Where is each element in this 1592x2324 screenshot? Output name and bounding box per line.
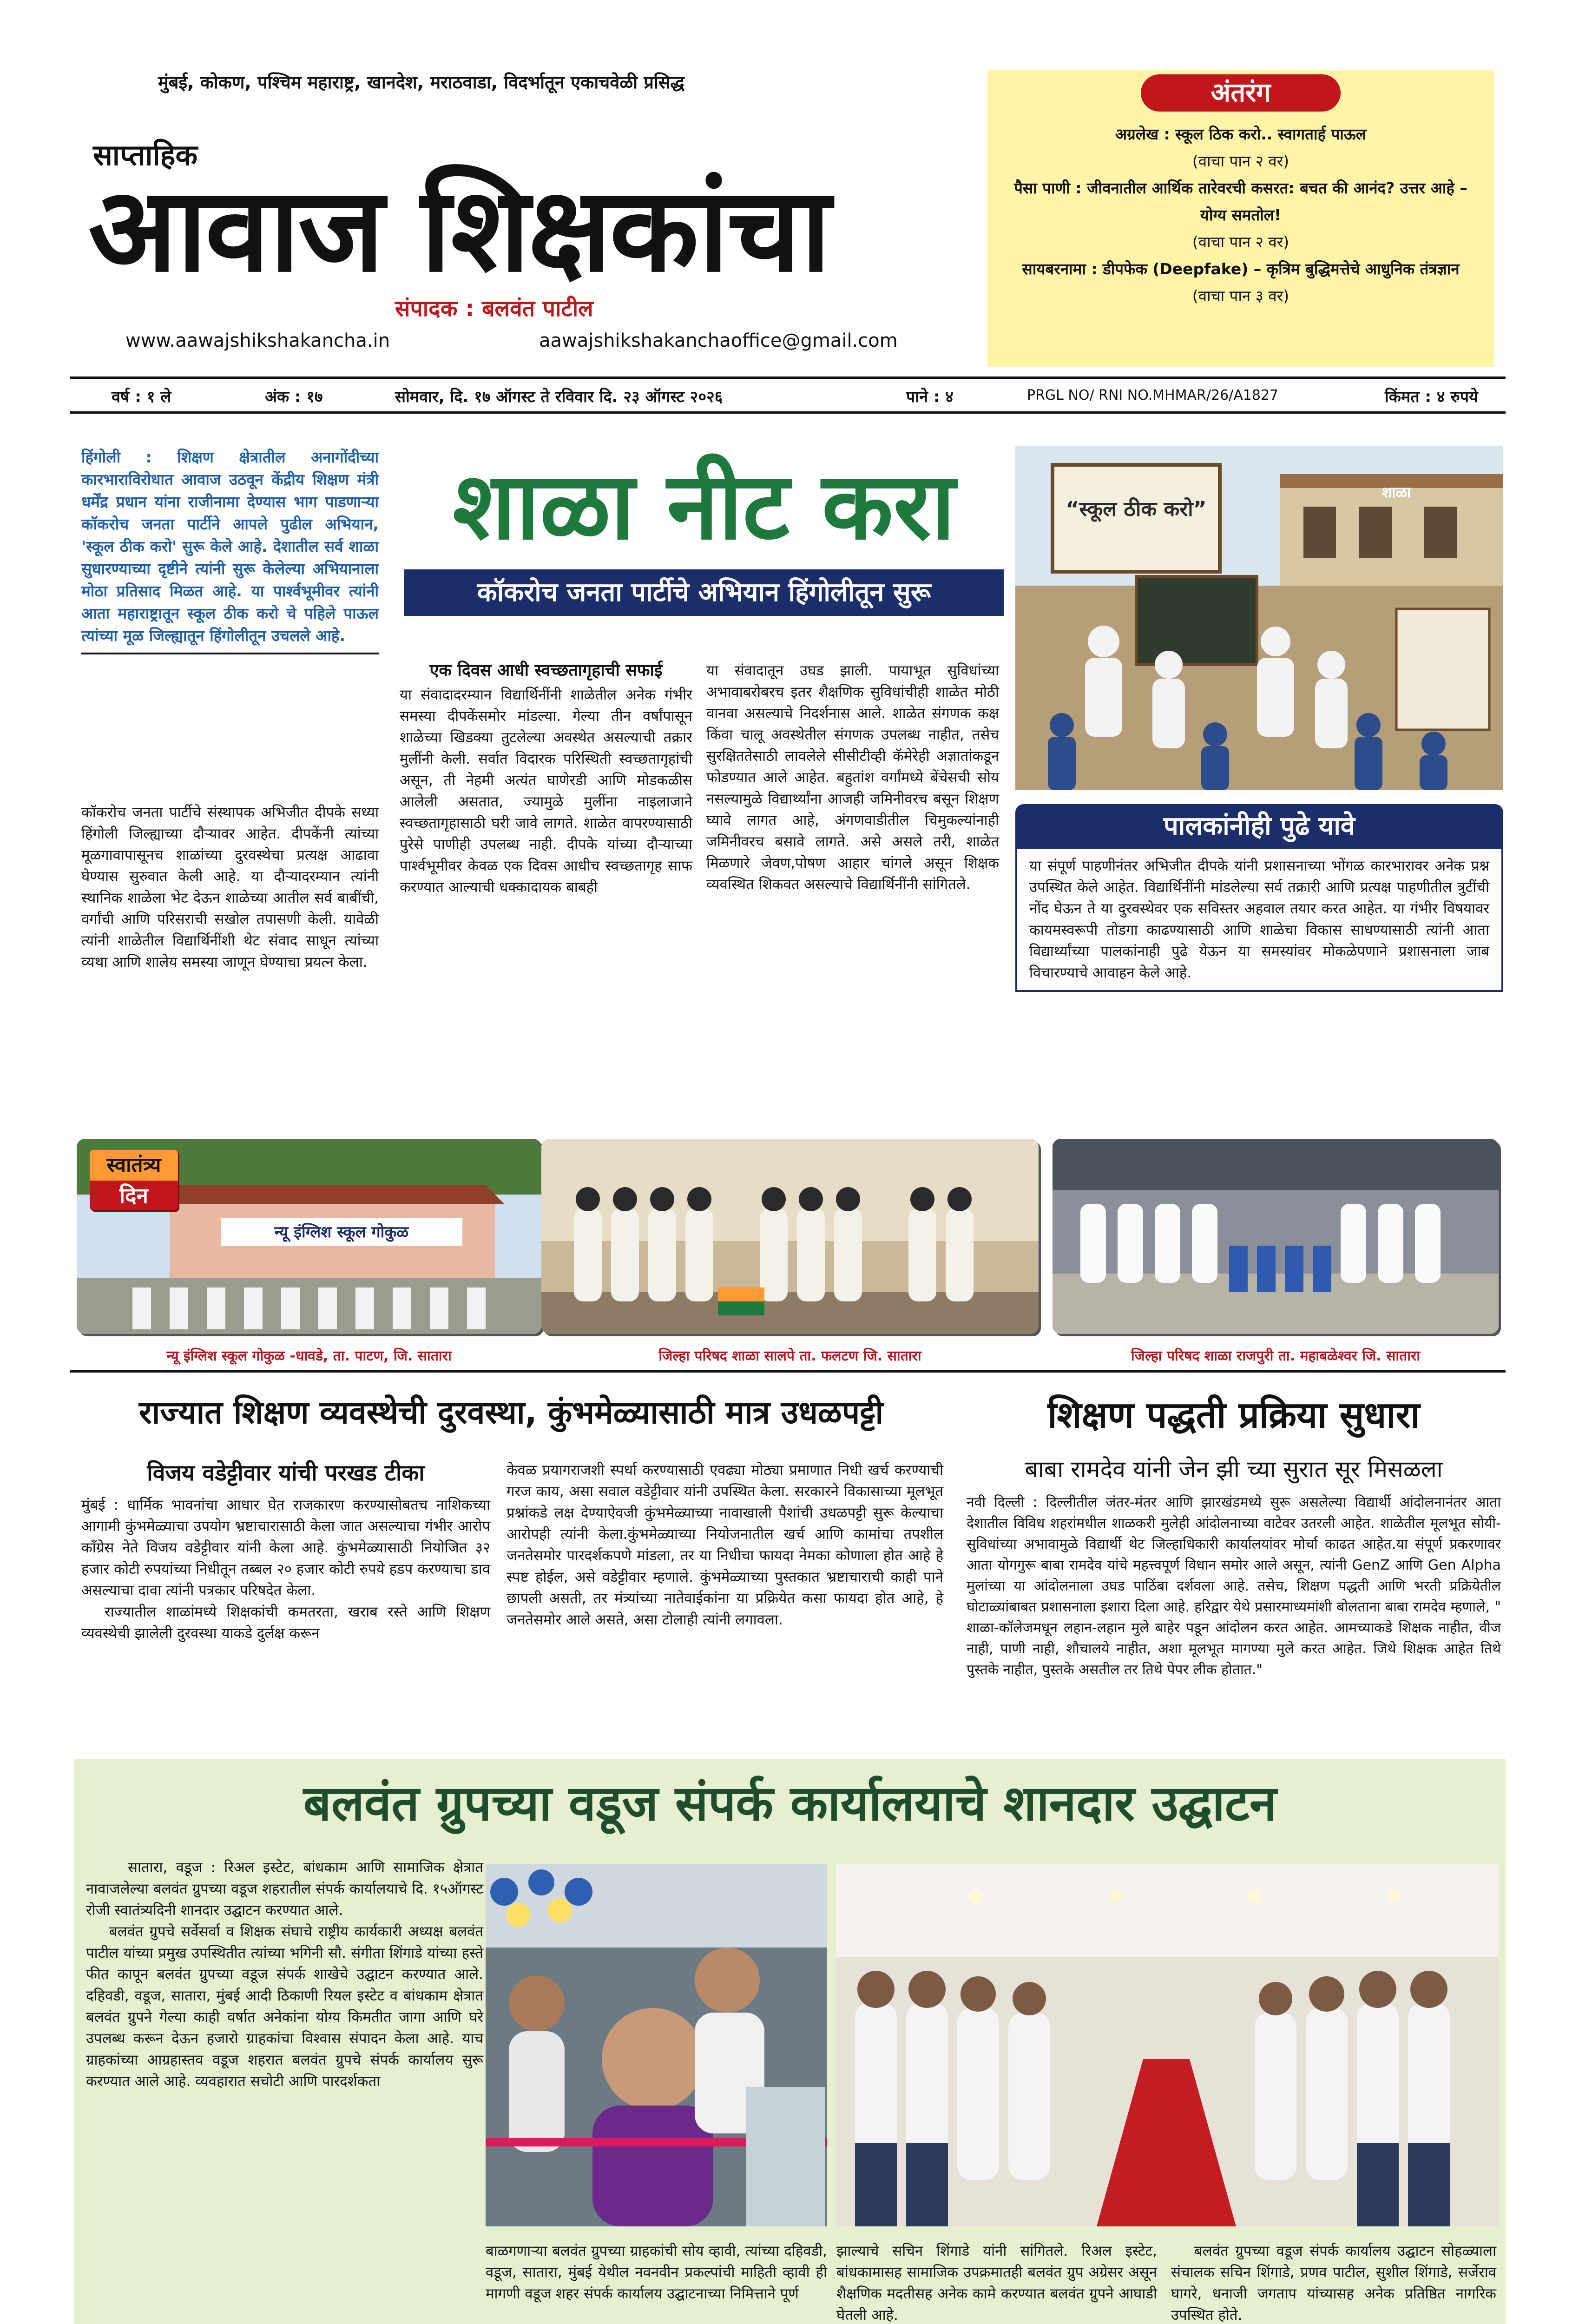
divider bbox=[70, 1370, 1506, 1373]
lead-col2-text: या संवादादरम्यान विद्यार्थिनींनी शाळेतील अनेक गंभीर समस्या दीपकेंसमोर मांडल्या. गेल्या तीन वर्षांपासून शाळेच्या खिडक्या तुटलेल्या अवस्थेत असल्याची तक्रार मुलींनी केली. सर्वात विदारक परिस्थिती स्वच्छतागृहांची असून, ती नेहमी अत्यंत घाणेरडी आणि मोडकळीस आलेली असतात, ज्यामुळे मुलींना नाइलाजाने स्वच्छतागृहासाठी घरी जावे लागते. शाळेत वापरण्यासाठी पुरेसे पाणीही उपलब्ध नाही. दीपके यांच्या दौऱ्याच्या पार्श्वभूमीवर केवळ एक दिवस आधीच स्वच्छतागृह साफ करण्यात आल्याची धक्कादायक बाबही bbox=[400, 687, 692, 896]
antarang-item[interactable]: सायबरनामा : डीपफेक (Deepfake) – कृत्रिम बुद्धिमत्तेचे आधुनिक तंत्रज्ञान bbox=[1022, 260, 1460, 278]
masthead-website[interactable]: www.aawajshikshakancha.in bbox=[125, 330, 390, 351]
wadettiwar-col1 bbox=[81, 1494, 490, 1644]
antarang-heading: अंतरंग bbox=[1141, 74, 1341, 112]
balwant-left-text: सातारा, वडूज : रिअल इस्टेट, बांधकाम आणि सामाजिक क्षेत्रात नावाजलेल्या बलवंत ग्रुपच्या वडूज शहरातील संपर्क कार्यालयाचे दि. १५ऑगस्ट रोजी स्वातंत्र्यदिनी शानदार उद्घाटन करण्यात आले. bbox=[86, 1859, 483, 1919]
independence-day-badge bbox=[90, 1150, 178, 1210]
antarang-page: (वाचा पान २ वर) bbox=[1192, 233, 1289, 251]
ribbon-cutting-illustration bbox=[486, 1864, 827, 2226]
lead-col1: कॉकरोच जनता पार्टीचे संस्थापक अभिजीत दीपके सध्या हिंगोली जिल्ह्याच्या दौऱ्यावर आहेत. दीपकेंनी त्यांच्या मूळगावापासूनच शाळांच्या दुरवस्थेचा प्रत्यक्ष आढावा घेण्यास सुरुवात केली आहे. या दौऱ्यादरम्यान त्यांनी स्थानिक शाळेला भेट देऊन शाळेच्या आतील सर्व बाबींची, वर्गांची आणि परिसराची सखोल तपासणी केली. यावेळी त्यांनी शाळेतील विद्यार्थिनींशी थेट संवाद साधून त्यांच्या व्यथा आणि शालेय समस्या जाणून घेण्याचा प्रयत्न केला. bbox=[81, 804, 379, 971]
ramdev-sub: बाबा रामदेव यांनी जेन झी च्या सुरात सूर मिसळला bbox=[1025, 1456, 1443, 1483]
lead-intro: हिंगोली : शिक्षण क्षेत्रातील अनागोंदीच्या कारभाराविरोधात आवाज उठवून केंद्रीय शिक्षण मंत्री धर्मेंद्र प्रधान यांना राजीनामा देण्यास भाग पाडणाऱ्या कॉकरोच जनता पार्टीने आपले पुढील अभियान, 'स्कूल ठीक करो' सुरू केले आहे. देशातील सर्व शाळा सुधारण्याच्या दृष्टीने त्यांनी सुरू केलेल्या अभियानाला मोठा प्रतिसाद मिळत आहे. या पार्श्वभूमीवर त्यांनी आता महाराष्ट्रातून स्कूल ठीक करो चे पहिले पाऊल त्यांच्या मूळ जिल्ह्यातून हिंगोलीतून उचलले आहे. bbox=[81, 446, 379, 654]
masthead-weekly: साप्ताहिक bbox=[93, 138, 198, 172]
balwant-col3: झाल्याचे सचिन शिंगाडे यांनी सांगितले. रिअल इस्टेट, बांधकामासह सामाजिक उपक्रमातही बलवंत ग्रुप अग्रेसर असून शैक्षणिक मदतीसह अनेक कामे करण्यात बलवंत ग्रुपने आघाडी घेतली आहे. bbox=[836, 2243, 1157, 2324]
lead-photo-illustration bbox=[1015, 446, 1503, 790]
caption-2: जिल्हा परिषद शाळा सालपे ता. फलटण जि. सातारा bbox=[658, 1348, 921, 1364]
wadettiwar-headline: राज्यात शिक्षण व्यवस्थेची दुरवस्था, कुंभमेळ्यासाठी मात्र उधळपट्टी bbox=[138, 1394, 884, 1431]
balwant-left2-text: बलवंत ग्रुपचे सर्वेसर्वा व शिक्षक संघाचे राष्ट्रीय कार्यकारी अध्यक्ष बलवंत पाटील यांच्या प्रमुख उपस्थितीत त्यांच्या भगिनी सौ. संगीता शिंगाडे यांच्या हस्ते फीत कापून बलवंत ग्रुपच्या वडूज संपर्क शाखेचे उद्घाटन करण्यात आले. दहिवडी, वडूज, सातारा, मुंबई आदी ठिकाणी रियल इस्टेट व बांधकाम क्षेत्रात बलवंत ग्रुपने गेल्या काही वर्षात अनेकांना योग्य किमतीत जागा आणि घरे उपलब्ध करून देऊन हजारो ग्राहकांचा विश्वास संपादन केला आहे. याच ग्राहकांच्या आग्रहास्तव वडूज शहरात बलवंत ग्रुपचे संपर्क कार्यालय सुरू करण्यात आले आहे. व्यवहारात सचोटी आणि पारदर्शकता bbox=[86, 1923, 483, 2090]
parents-heading: पालकांनीही पुढे यावे bbox=[1015, 804, 1503, 849]
group-photo-illustration bbox=[541, 1139, 1039, 1334]
masthead-title: आवाज शिक्षकांचा bbox=[88, 162, 829, 297]
antarang-page: (वाचा पान ३ वर) bbox=[1192, 287, 1289, 305]
balwant-photo-ribbon bbox=[486, 1864, 827, 2226]
caption-1: न्यू इंग्लिश स्कूल गोकुळ -धावडे, ता. पाटण, जि. सातारा bbox=[166, 1348, 452, 1364]
group-office-illustration bbox=[836, 1864, 1499, 2226]
balwant-col4: बलवंत ग्रुपच्या वडूज संपर्क कार्यालय उद्घाटन सोहळ्याला संचालक सचिन शिंगाडे, प्रणव पाटील, सुशील शिंगाडे, सर्जेराव घागरे, धनाजी जगताप यांच्यासह अनेक प्रतिष्ठित नागरिक उपस्थित होते. bbox=[1171, 2243, 1496, 2324]
rajpuri-illustration bbox=[1053, 1139, 1499, 1334]
caption-3: जिल्हा परिषद शाळा राजपुरी ता. महाबळेश्वर जि. सातारा bbox=[1131, 1348, 1421, 1364]
dateline-year: वर्ष : १ ले bbox=[112, 388, 171, 406]
masthead-tagline: मुंबई, कोकण, पश्चिम महाराष्ट्र, खानदेश, मराठवाडा, विदर्भातून एकाचवेळी प्रसिद्ध bbox=[158, 72, 684, 92]
lead-col2 bbox=[400, 660, 692, 898]
ramdev-text: नवी दिल्ली : दिल्लीतील जंतर-मंतर आणि झारखंडमध्ये सुरू असलेल्या विद्यार्थी आंदोलनानंतर आता देशातील विविध शहरांमधील शाळकरी मुलेही आंदोलनाच्या वाटेवर उतरली आहेत. शाळेतील मूलभूत सोयी-सुविधांच्या अभावामुळे विद्यार्थी थेट जिल्हाधिकारी कार्यालयांवर मोर्चा काढत आहेत.या संपूर्ण प्रकरणावर आता योगगुरू बाबा रामदेव यांचे महत्त्वपूर्ण विधान समोर आले असून, त्यांनी GenZ आणि Gen Alpha मुलांच्या या आंदोलनाला उघड पाठिंबा दर्शवला आहे. तसेच, शिक्षण पद्धती आणि भरती प्रक्रियेतील घोटाळ्यांबाबत प्रशासनाला इशारा दिला आहे. हरिद्वार येथे प्रसारमाध्यमांशी बोलताना बाबा रामदेव म्हणाले, " शाळा-कॉलेजमधून लहान-लहान मुले बाहेर पडून आंदोलन करत आहेत. आमच्याकडे शिक्षक नाहीत, वीज नाही, पाणी नाही, शौचालये नाहीत, अशा मूलभूत मागण्या मुले करत आहेत. जिथे शिक्षक आहेत तिथे पुस्तके नाहीत, पुस्तके असतील तर तिथे पेपर लीक होतात." bbox=[967, 1494, 1501, 1678]
antarang-list bbox=[1001, 121, 1480, 310]
lead-col3: या संवादातून उघड झाली. पायाभूत सुविधांच्या अभावाबरोबरच इतर शैक्षणिक सुविधांचीही शाळेत मोठी वानवा असल्याचे निदर्शनास आले. शाळेत संगणक कक्ष किंवा चालू अवस्थेतील संगणक उपलब्ध नाहीत, तसेच सुरक्षिततेसाठी लावलेले सीसीटीव्ही कॅमेरेही अज्ञातांकडून फोडण्यात आले आहेत. बहुतांश वर्गांमध्ये बेंचेसची सोय नसल्यामुळे विद्यार्थ्यांना आजही जमिनीवरच बसून शिक्षण घ्यावे लागत आहे, अंगणवाडीतील चिमुकल्यांनाही जमिनीवरच बसावे लागते. असे असले तरी, शाळेत मिळणारे जेवण,पोषण आहार चांगले असून शिक्षक व्यवस्थित शिकवत असल्याचे विद्यार्थिनींनी सांगितले. bbox=[706, 662, 999, 893]
lead-photo bbox=[1015, 446, 1503, 790]
dateline-reg: PRGL NO/ RNI NO.MHMAR/26/A1827 bbox=[1027, 387, 1279, 403]
balwant-col2: बाळगणाऱ्या बलवंत ग्रुपच्या ग्राहकांची सोय व्हावी, त्यांच्या दहिवडी, वडूज, सातारा, मुंबई येथील नवनवीन प्रकल्पांची माहिती व्हावी ही मागणी वडूज शहर संपर्क कार्यालय उद्घाटनाच्या निमित्ताने पूर्ण bbox=[486, 2243, 827, 2302]
dateline-issue: अंक : १७ bbox=[265, 388, 323, 406]
antarang-page: (वाचा पान २ वर) bbox=[1192, 152, 1289, 170]
antarang-item[interactable]: पैसा पाणी : जीवनातील आर्थिक तारेवरची कसरत: बचत की आनंद? उत्तर आहे – योग्य समतोल! bbox=[1014, 179, 1467, 224]
lead-photo-sign: शाळा bbox=[1381, 483, 1411, 501]
independence-photo-3 bbox=[1053, 1139, 1499, 1334]
dateline-bar bbox=[70, 376, 1506, 414]
balwant-headline: बलवंत ग्रुपच्या वडूज संपर्क कार्यालयाचे शानदार उद्घाटन bbox=[303, 1775, 1277, 1832]
lead-col2-subheading: एक दिवस आधी स्वच्छतागृहाची सफाई bbox=[429, 661, 663, 680]
wadettiwar-col1-text: मुंबई : धार्मिक भावनांचा आधार घेत राजकारण करण्यासोबतच नाशिकच्या आगामी कुंभमेळ्याचा उपयोग भ्रष्टाचारासाठी केला जात असल्याचा गंभीर आरोप काँग्रेस नेते विजय वडेट्टीवार यांनी केला आहे. कुंभमेळ्यासाठी नियोजित ३२ हजार कोटी रुपयांच्या निधीतून तब्बल २० हजार कोटी रुपये हडप करण्याचा डाव असल्याचा दावा त्यांनी पत्रकार परिषदेत केला. bbox=[81, 1497, 490, 1599]
dateline-pages: पाने : ४ bbox=[906, 388, 954, 406]
dateline-price: किंमत : ४ रुपये bbox=[1385, 388, 1478, 406]
wadettiwar-sub: विजय वडेट्टीवार यांची परखड टीका bbox=[147, 1460, 425, 1486]
badge-line1: स्वातंत्र्य bbox=[90, 1150, 178, 1181]
badge-line2: दिन bbox=[119, 1183, 148, 1208]
lead-headline: शाळा नीट करा bbox=[453, 452, 955, 561]
school-board-text: न्यू इंग्लिश स्कूल गोकुळ bbox=[274, 1223, 409, 1241]
independence-photo-1 bbox=[77, 1139, 541, 1334]
balwant-photo-group bbox=[836, 1864, 1499, 2226]
wadettiwar-col2: केवळ प्रयागराजशी स्पर्धा करण्यासाठी एवढ्या मोठ्या प्रमाणात निधी खर्च करण्याची गरज काय, असा सवाल वडेट्टीवार यांनी उपस्थित केला. सरकारने विकासाच्या मूलभूत प्रश्नांकडे लक्ष देण्याऐवजी कुंभमेळ्याच्या नावाखाली पैशांची उधळपट्टी सुरू केल्याचा आरोपही त्यांनी केला.कुंभमेळ्याच्या नियोजनातील खर्च आणि कामांचा तपशील जनतेसमोर पारदर्शकपणे मांडला, तर या निधीचा फायदा नेमका कोणाला होत आहे हे स्पष्ट होईल, असे वडेट्टीवार म्हणाले. कुंभमेळ्याच्या पुस्तकात भ्रष्टाचाराची काही पाने छापली असती, तर मंत्र्यांच्या नातेवाईकांना या प्रक्रियेत कसा फायदा होत आहे, हे जनतेसमोर आले असते, असा टोलाही त्यांनी लगावला. bbox=[507, 1462, 943, 1628]
balwant-left bbox=[86, 1857, 483, 2092]
dateline-date: सोमवार, दि. १७ ऑगस्ट ते रविवार दि. २३ ऑगस्ट २०२६ bbox=[395, 388, 723, 406]
parents-text: या संपूर्ण पाहणीनंतर अभिजीत दीपके यांनी प्रशासनाच्या भोंगळ कारभारावर अनेक प्रश्न उपस्थित केले आहेत. विद्यार्थिनींनी मांडलेल्या सर्व तक्रारी आणि प्रत्यक्ष पाहणीतील त्रुटींची नोंद घेऊन ते या दुरवस्थेवर एक सविस्तर अहवाल तयार करत आहेत. या गंभीर विषयावर कायमस्वरूपी तोडगा काढण्यासाठी आणि शाळेचा विकास साधण्यासाठी त्यांनी आता विद्यार्थ्यांच्या पालकांनाही पुढे येऊन या समस्यांवर मोकळेपणाने प्रशासनाला जाब विचारण्याचे आवाहन केले आहे. bbox=[1015, 849, 1503, 992]
antarang-box bbox=[987, 70, 1494, 367]
wadettiwar-col1b-text: राज्यातील शाळांमध्ये शिक्षकांची कमतरता, खराब रस्ते आणि शिक्षण व्यवस्थेची झालेली दुरवस्था याकडे दुर्लक्ष करून bbox=[81, 1604, 490, 1642]
ramdev-headline: शिक्षण पद्धती प्रक्रिया सुधारा bbox=[1047, 1394, 1420, 1436]
lead-photo-banner: “स्कूल ठीक करो” bbox=[1066, 497, 1207, 521]
masthead-email[interactable]: aawajshikshakanchaoffice@gmail.com bbox=[539, 330, 898, 351]
masthead-editor: संपादक : बलवंत पाटील bbox=[395, 296, 593, 322]
lead-subheadline: कॉकरोच जनता पार्टीचे अभियान हिंगोलीतून सुरू bbox=[404, 569, 1004, 616]
masthead bbox=[70, 60, 985, 358]
antarang-item[interactable]: अग्रलेख : स्कूल ठिक करो.. स्वागतार्ह पाऊल bbox=[1115, 125, 1367, 143]
independence-photo-2 bbox=[541, 1139, 1039, 1334]
